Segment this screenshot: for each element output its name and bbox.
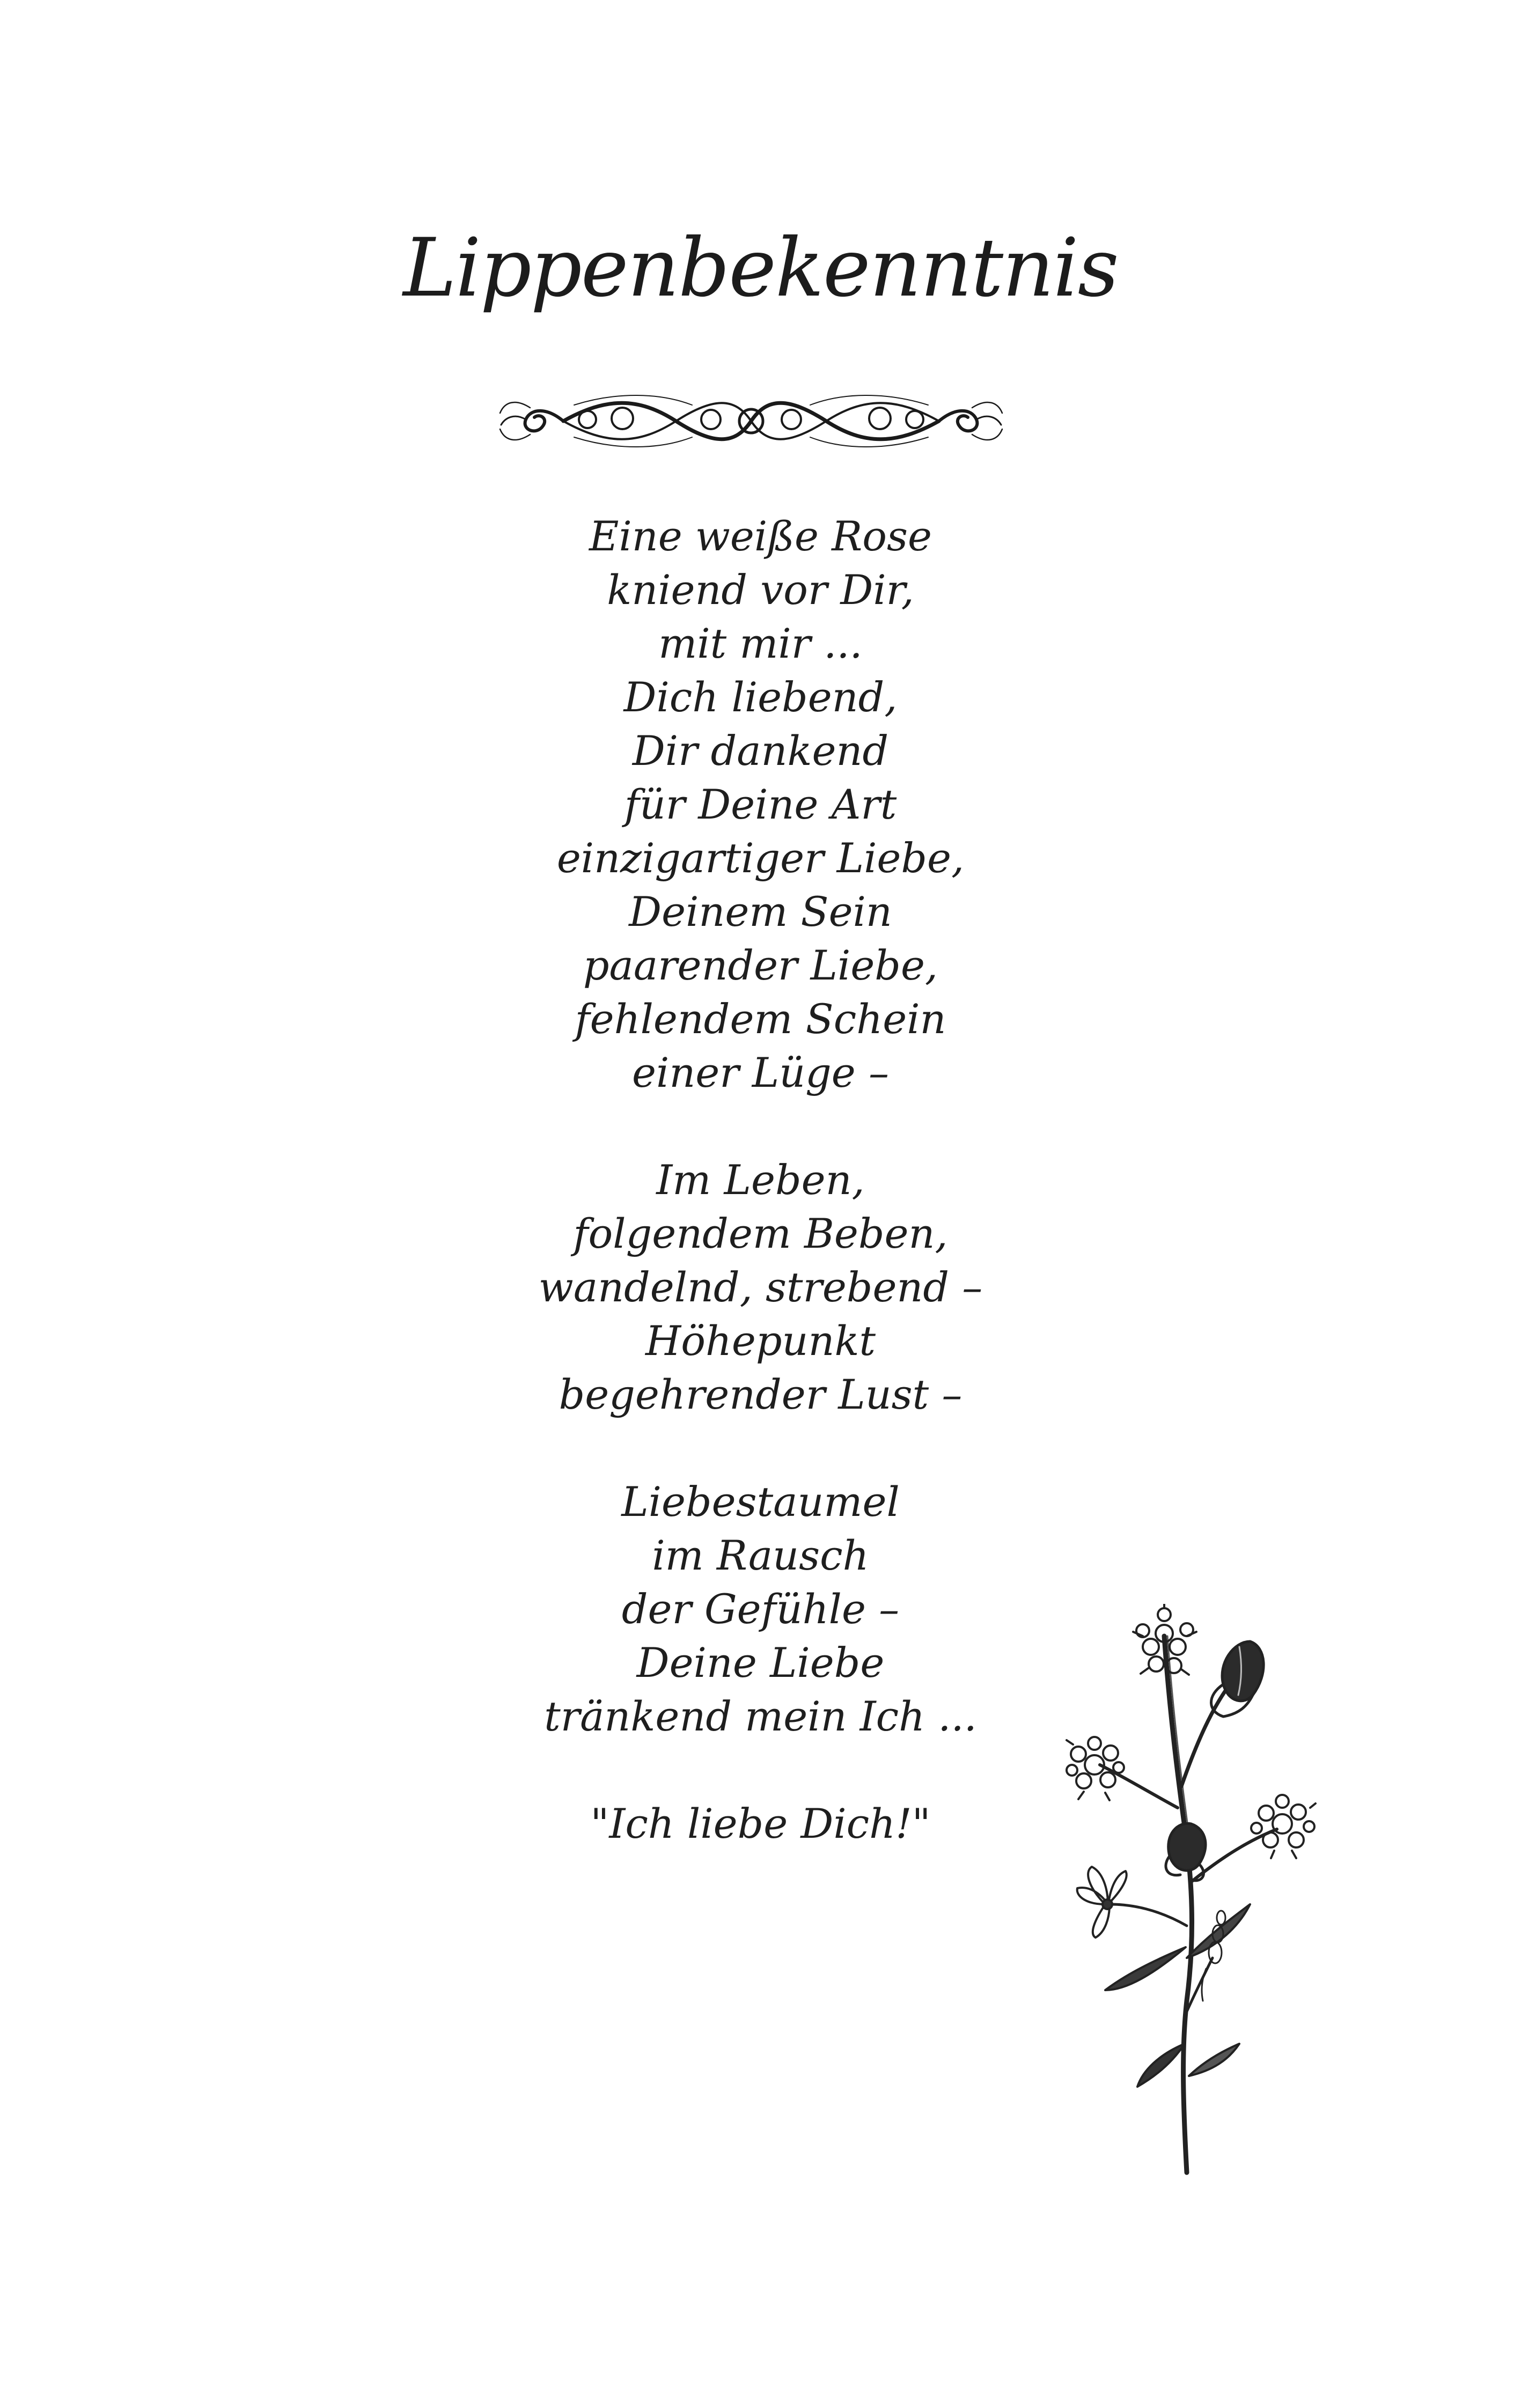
poem-line: wandelnd, strebend – xyxy=(538,1263,983,1311)
stanza-2 xyxy=(0,1153,1521,1422)
poem-line: folgendem Beben, xyxy=(573,1210,948,1257)
poem-line: Deinem Sein xyxy=(629,888,892,936)
poem-line: Dir dankend xyxy=(632,727,889,775)
stanza-1 xyxy=(0,510,1521,1100)
poem-line: im Rausch xyxy=(652,1531,869,1579)
open-quote: " xyxy=(590,1800,609,1847)
poem-line: kniend vor Dir, xyxy=(607,566,914,614)
poem-title: Lippenbekenntnis xyxy=(403,222,1118,315)
poem-line: fehlendem Schein xyxy=(575,995,946,1043)
poem-line: Deine Liebe xyxy=(636,1639,885,1687)
poem-line: begehrender Lust – xyxy=(559,1371,962,1418)
poem-line: einzigartiger Liebe, xyxy=(556,834,965,882)
poem-line: Liebestaumel xyxy=(621,1478,900,1526)
poem-line: paarender Liebe, xyxy=(583,941,938,989)
poem-line: einer Lüge – xyxy=(632,1049,889,1096)
poem-line: tränkend mein Ich ... xyxy=(544,1692,977,1740)
closing-text: Ich liebe Dich! xyxy=(609,1800,912,1847)
poem-line: der Gefühle – xyxy=(621,1585,900,1633)
wildflower-illustration-icon xyxy=(1062,1604,1320,2183)
poem-line: Eine weiße Rose xyxy=(589,512,932,560)
poem-line: Dich liebend, xyxy=(623,673,898,721)
poem-line: mit mir ... xyxy=(658,620,863,667)
flourish-divider-icon xyxy=(499,386,1003,456)
close-quote: " xyxy=(912,1800,931,1847)
poem-line: Höhepunkt xyxy=(645,1317,876,1365)
poem-line: für Deine Art xyxy=(624,780,897,828)
poem-line: Im Leben, xyxy=(656,1156,865,1204)
